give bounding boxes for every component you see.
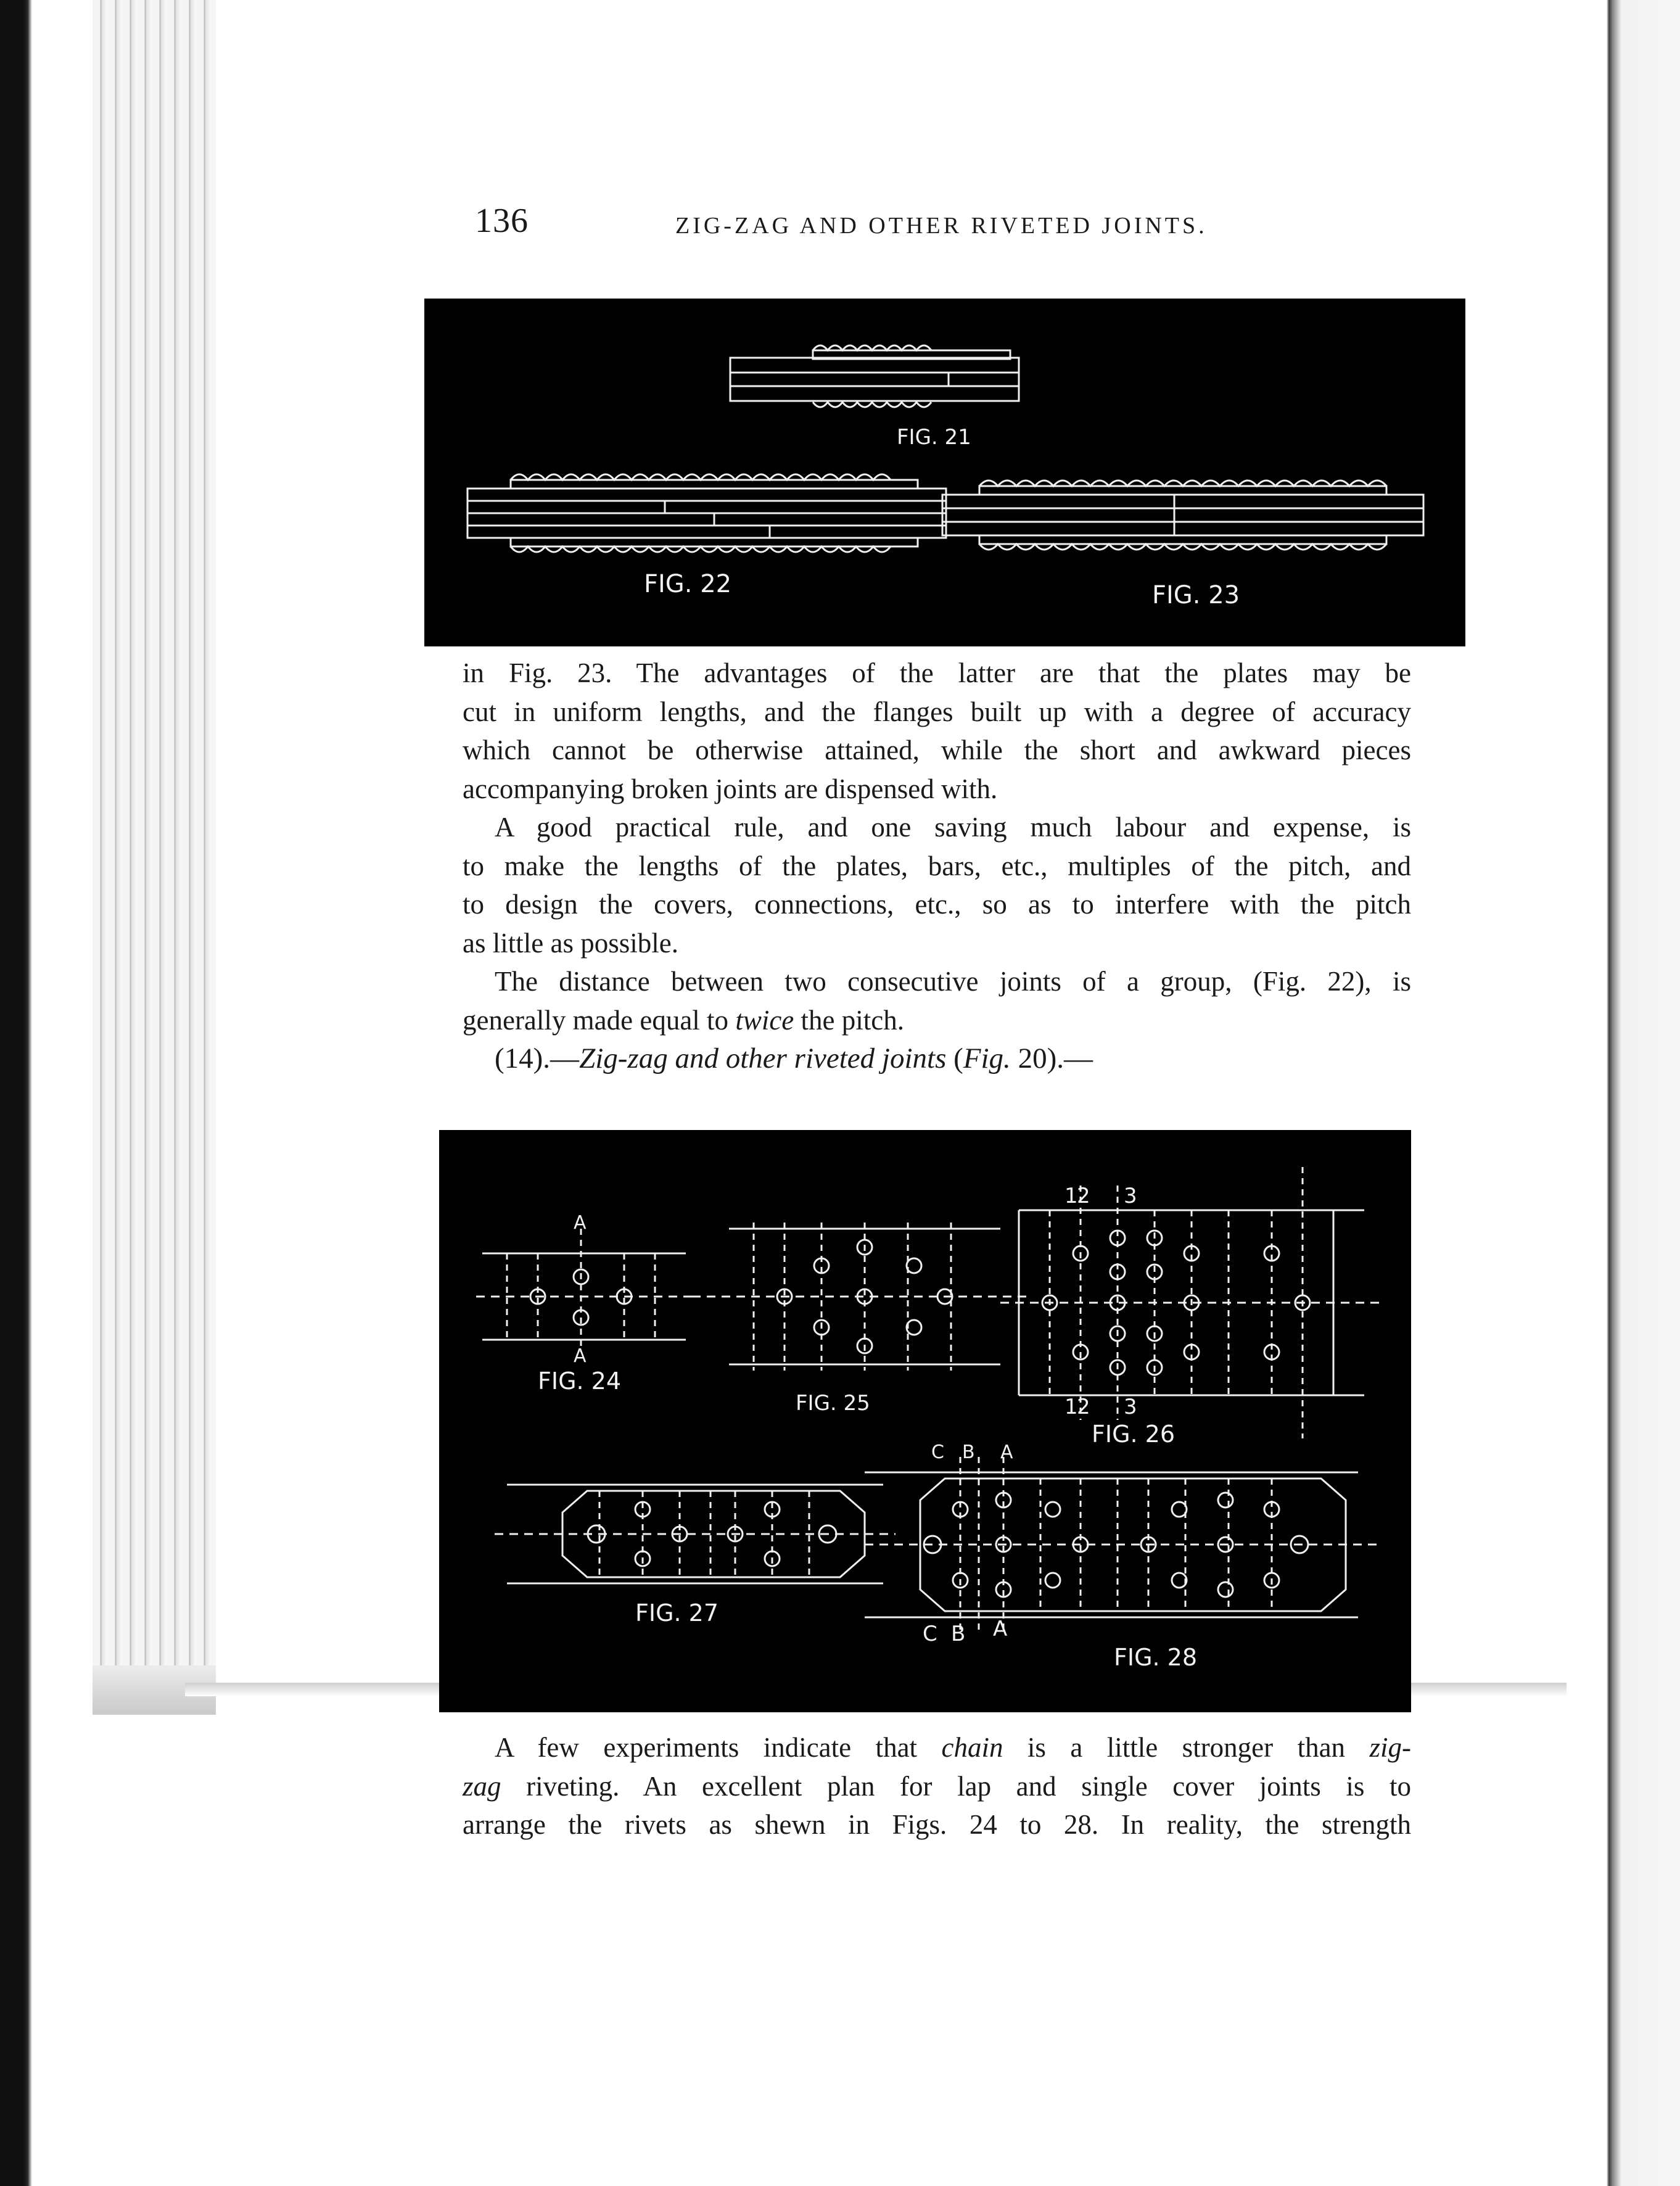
section-14-ref-open: ( <box>946 1042 963 1074</box>
fig26-label-3-bottom: 3 <box>1124 1395 1137 1419</box>
fig26-drawing <box>1000 1167 1383 1438</box>
fig23-label: FIG. 23 <box>1152 581 1240 609</box>
figure-plate-24-28-drawing <box>439 1130 1411 1712</box>
section-14-number: (14).— <box>495 1042 580 1074</box>
fig24-label-a-top: A <box>574 1212 587 1234</box>
fig25-label: FIG. 25 <box>796 1391 870 1416</box>
para1-line2: cut in uniform lengths, and the flanges built up with a degree of accuracy <box>463 696 1411 727</box>
section-14-ref-close: 20).— <box>1010 1042 1093 1074</box>
fig21-label: FIG. 21 <box>897 425 971 450</box>
fig25-drawing <box>692 1223 1031 1371</box>
scan-border-left <box>0 0 93 2186</box>
para3-line2-before: generally made equal to <box>463 1004 736 1036</box>
fig26-label: FIG. 26 <box>1092 1421 1176 1448</box>
scan-border-right <box>1584 0 1680 2186</box>
para4-line1-mid: is a little stronger than <box>1003 1732 1370 1763</box>
fig28-label-a-top: A <box>1000 1442 1013 1463</box>
para4-italic-chain: chain <box>941 1732 1003 1763</box>
fig28-drawing <box>865 1457 1377 1630</box>
para1-line4: accompanying broken joints are dispensed with. <box>463 773 998 804</box>
para4-italic-zig: zig- <box>1369 1732 1411 1763</box>
para3-line1: The distance between two consecutive joints of a group, (Fig. 22), is <box>495 966 1411 997</box>
fig28-label: FIG. 28 <box>1114 1644 1198 1671</box>
fig28-label-b-bottom: B <box>951 1622 966 1646</box>
fig27-drawing <box>495 1485 896 1583</box>
para2-line2: to make the lengths of the plates, bars, etc., multiples of the pitch, and <box>463 850 1411 881</box>
para4-line1-before: A few experiments indicate that <box>495 1732 942 1763</box>
para3-italic-twice: twice <box>735 1004 794 1036</box>
para3-line2-after: the pitch. <box>794 1004 904 1036</box>
fig26-label-1-bottom: 1 <box>1064 1395 1078 1419</box>
para2-line3: to design the covers, connections, etc., so as to interfere with the pitch <box>463 889 1411 920</box>
fig28-label-a-bottom: A <box>993 1617 1008 1641</box>
para4-italic-zag: zag <box>463 1770 501 1802</box>
fig28-label-c-top: C <box>931 1442 944 1463</box>
body-text-lower <box>463 1728 1411 1844</box>
fig28-label-b-top: B <box>962 1442 975 1463</box>
fig22-drawing <box>467 474 946 552</box>
fig26-label-2-bottom: 2 <box>1077 1395 1090 1419</box>
para4-line2 <box>463 1767 1411 1806</box>
para4-line3: arrange the rivets as shewn in Figs. 24 to 28. In reality, the strength <box>463 1809 1411 1840</box>
fig23-drawing <box>942 481 1423 550</box>
para1-line3: which cannot be otherwise attained, while the short and awkward pieces <box>463 735 1411 765</box>
fig28-label-c-bottom: C <box>923 1622 937 1646</box>
fig24-label: FIG. 24 <box>538 1367 622 1395</box>
section-14-title: Zig-zag and other riveted joints <box>579 1042 947 1074</box>
book-page-edges <box>93 0 216 1690</box>
figure-plate-24-28 <box>439 1130 1411 1712</box>
figure-plate-21-23-drawing <box>424 299 1465 646</box>
para1-line1: in Fig. 23. The advantages of the latter are that the plates may be <box>463 658 1411 688</box>
figure-plate-21-23 <box>424 299 1465 646</box>
para3-line2 <box>463 1001 1411 1040</box>
fig26-label-3-top: 3 <box>1124 1184 1137 1208</box>
fig24-drawing <box>476 1229 692 1352</box>
fig24-label-a-bottom: A <box>574 1345 587 1367</box>
page-number: 136 <box>475 202 529 240</box>
section-14-ref-fig: Fig. <box>963 1042 1011 1074</box>
fig21-drawing <box>730 345 1019 407</box>
running-head <box>475 197 1277 253</box>
para4-line2-after: riveting. An excellent plan for lap and single cover joints is to <box>501 1770 1411 1802</box>
fig26-label-1-top: 1 <box>1064 1184 1078 1208</box>
para2-line1: A good practical rule, and one saving much labour and expense, is <box>495 812 1411 843</box>
para4-line1 <box>463 1728 1411 1767</box>
body-text-upper <box>463 654 1411 1078</box>
fig27-label: FIG. 27 <box>635 1599 719 1627</box>
page-header-title: ZIG-ZAG AND OTHER RIVETED JOINTS. <box>675 213 1208 239</box>
para2-line4: as little as possible. <box>463 927 678 959</box>
section-14-heading <box>463 1039 1411 1078</box>
fig22-label: FIG. 22 <box>644 570 732 598</box>
fig26-label-2-top: 2 <box>1077 1184 1090 1208</box>
